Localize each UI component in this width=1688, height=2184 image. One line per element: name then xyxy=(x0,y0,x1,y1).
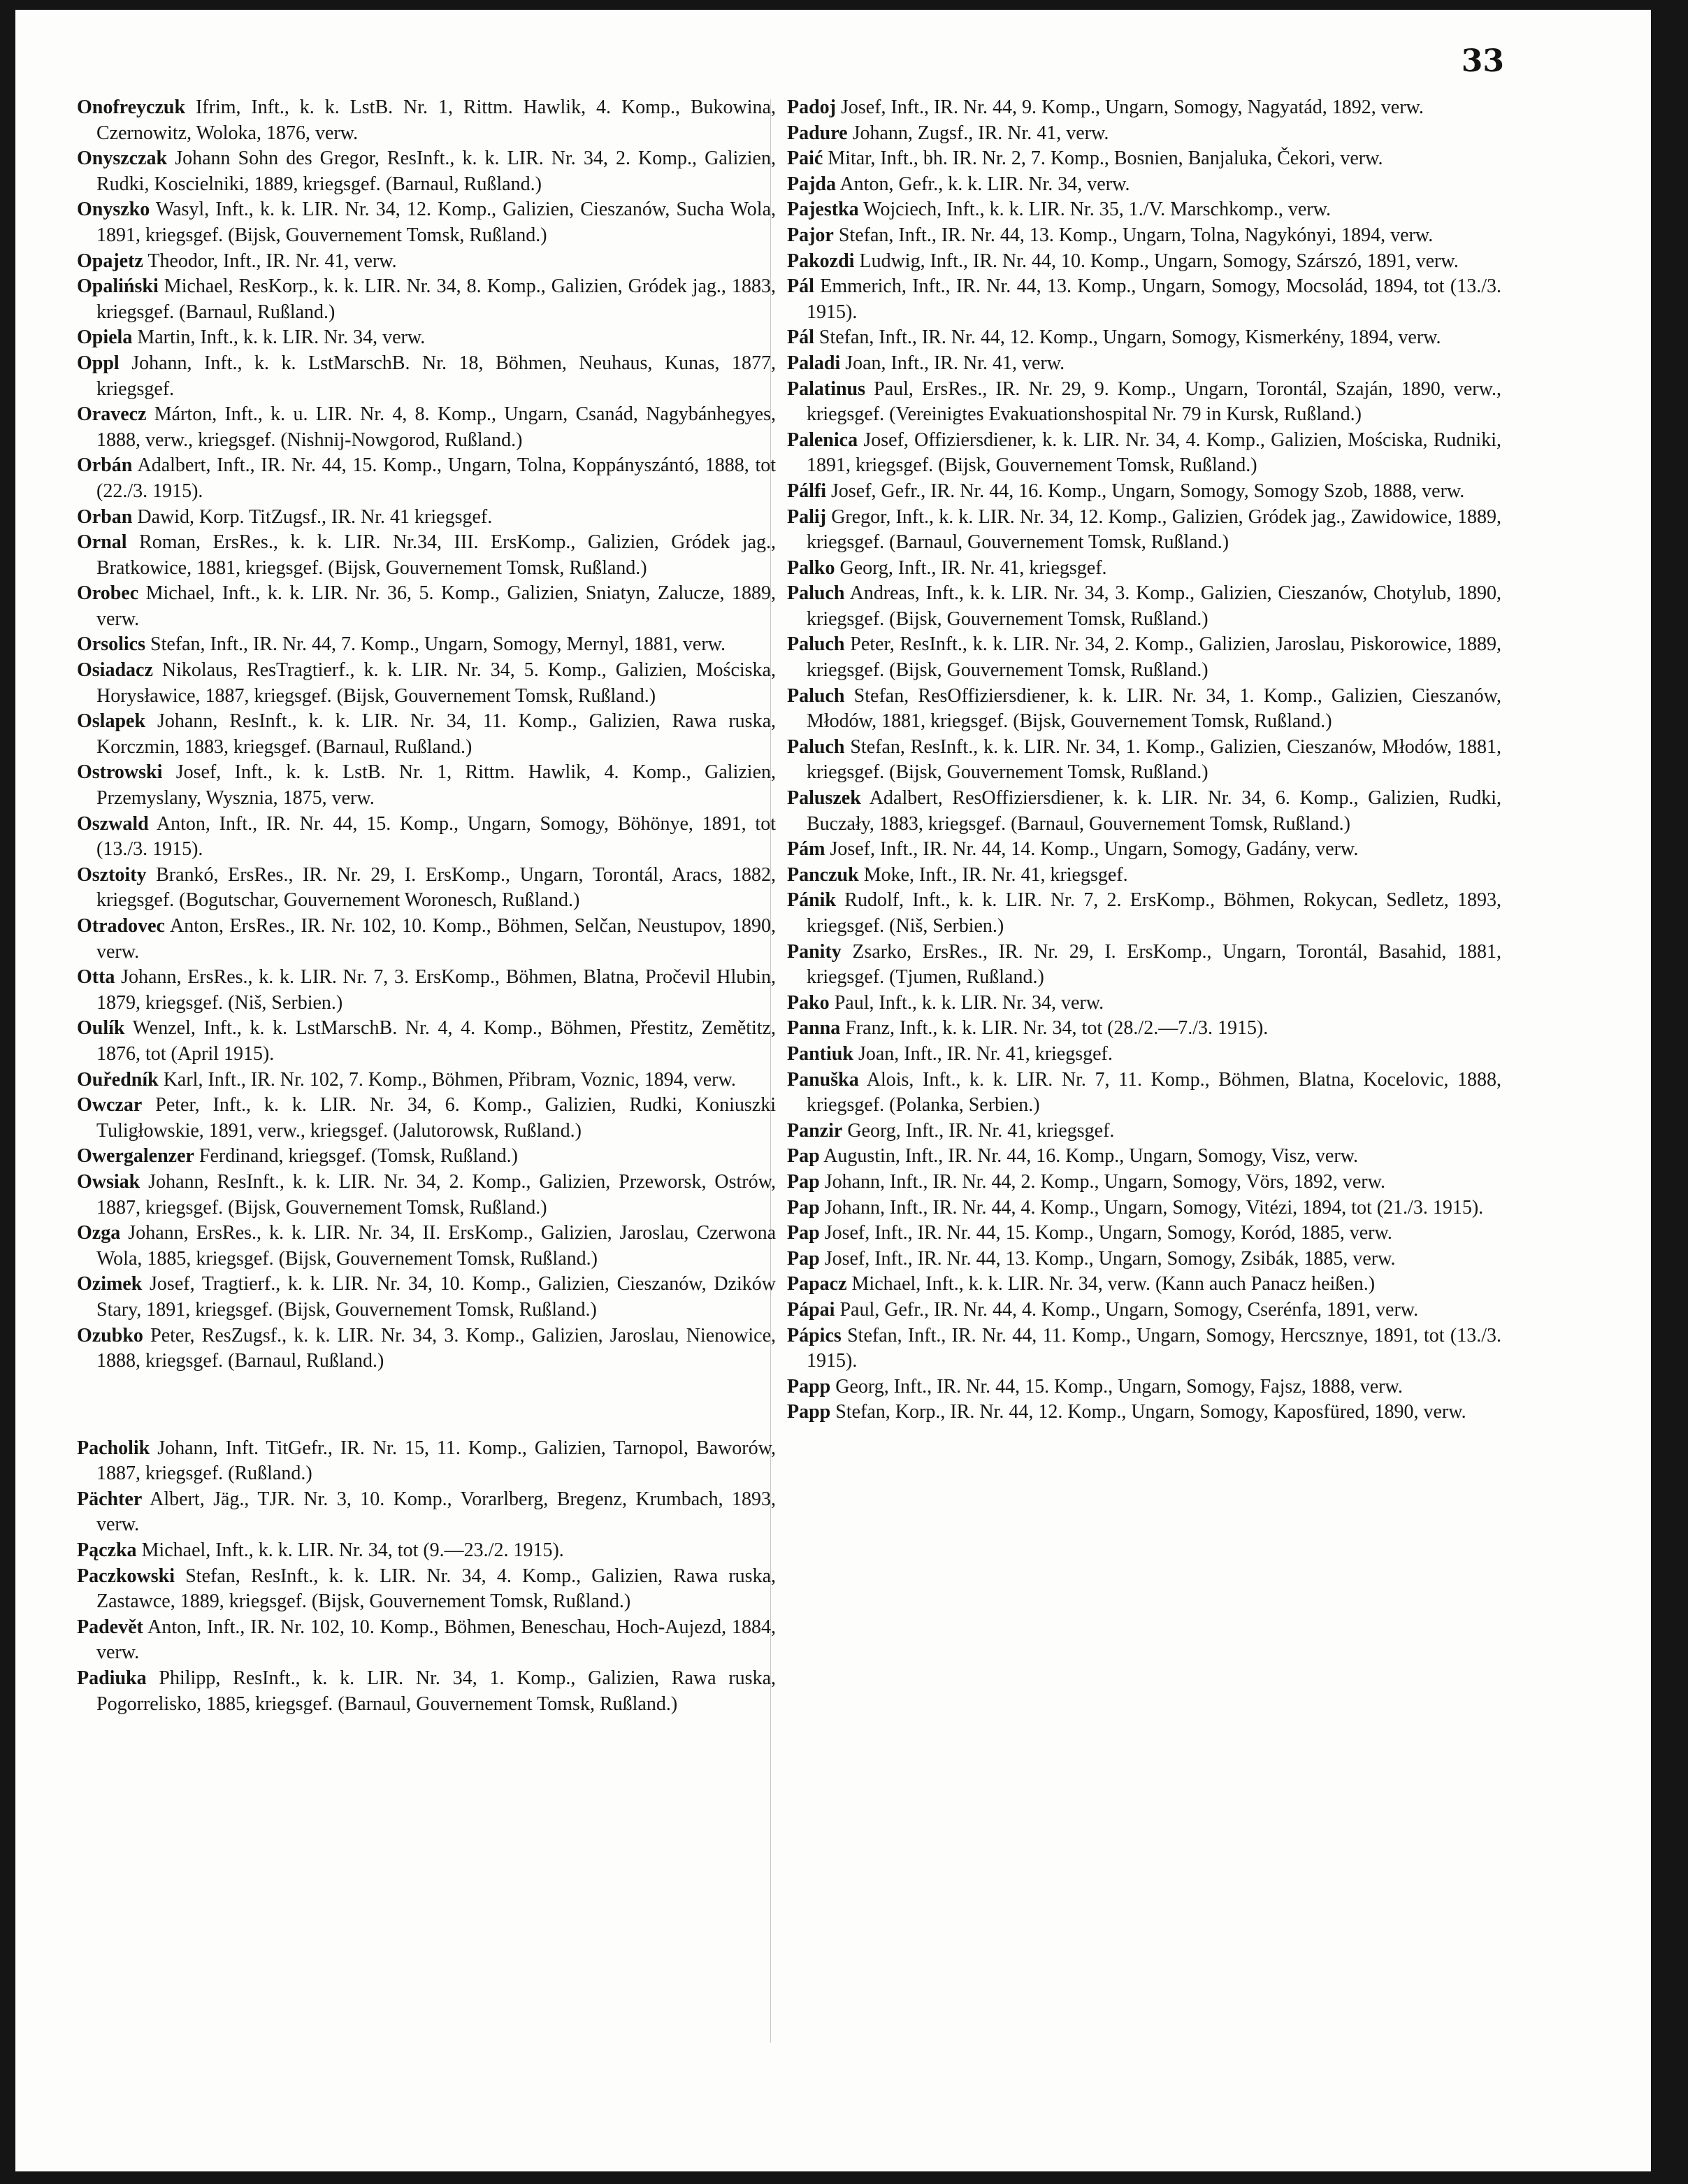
register-entry xyxy=(77,760,776,811)
register-entry xyxy=(77,965,776,1016)
entry-surname: Ozga xyxy=(77,1222,121,1244)
entry-surname: Paić xyxy=(787,148,823,170)
entry-surname: Pako xyxy=(787,991,830,1014)
register-entry xyxy=(787,172,1501,198)
entry-surname: Pál xyxy=(787,275,814,298)
entry-surname: Paluch xyxy=(787,633,845,656)
entry-surname: Pálfi xyxy=(787,480,826,502)
entry-surname: Pajestka xyxy=(787,199,859,221)
entry-surname: Owsiak xyxy=(77,1170,140,1193)
entry-details: Nikolaus, ResTragtierf., k. k. LIR. Nr. 34, 5. Komp., Galizien, Mościska, Horysławice, 1887, kriegsgef. (Bijsk, Gouvernement Tomsk, Rußland.) xyxy=(96,659,776,707)
register-entry xyxy=(787,1272,1501,1298)
entry-details: Michael, Inft., k. k. LIR. Nr. 34, verw. (Kann auch Panacz heißen.) xyxy=(846,1273,1376,1295)
entry-details: Martin, Inft., k. k. LIR. Nr. 34, verw. xyxy=(132,326,426,349)
entry-details: Michael, Inft., k. k. LIR. Nr. 36, 5. Komp., Galizien, Sniatyn, Zalucze, 1889, verw. xyxy=(96,582,776,630)
register-entry xyxy=(77,709,776,760)
register-entry xyxy=(787,837,1501,863)
page-number: 33 xyxy=(1461,43,1504,79)
entry-surname: Pajda xyxy=(787,173,836,195)
entry-details: Wenzel, Inft., k. k. LstMarschB. Nr. 4, 4. Komp., Böhmen, Přestitz, Zemětitz, 1876, tot (April 1915). xyxy=(96,1017,776,1065)
entry-details: Johann, ResInft., k. k. LIR. Nr. 34, 11. Komp., Galizien, Rawa ruska, Korczmin, 1883, kriegsgef. (Barnaul, Rußland.) xyxy=(96,710,776,758)
entry-surname: Orobec xyxy=(77,582,139,605)
entry-details: Adalbert, ResOffiziersdiener, k. k. LIR. Nr. 34, 6. Komp., Galizien, Rudki, Buczały, 1883, kriegsgef. (Barnaul, Gouvernement Tomsk, Rußland.) xyxy=(807,787,1501,835)
register-entry xyxy=(787,505,1501,556)
entry-surname: Owczar xyxy=(77,1094,143,1116)
entry-surname: Padoj xyxy=(787,96,836,118)
entry-surname: Panczuk xyxy=(787,863,859,886)
register-entry xyxy=(77,1170,776,1221)
register-entry xyxy=(787,556,1501,582)
register-entry xyxy=(787,1323,1501,1374)
entry-details: Stefan, Inft., IR. Nr. 44, 13. Komp., Ungarn, Tolna, Nagykónyi, 1894, verw. xyxy=(833,224,1434,246)
entry-surname: Pánik xyxy=(787,889,837,912)
entry-details: Stefan, ResInft., k. k. LIR. Nr. 34, 1. Komp., Galizien, Cieszanów, Młodów, 1881, kriegsgef. (Bijsk, Gouvernement Tomsk, Rußland.) xyxy=(807,735,1501,784)
register-entry xyxy=(787,684,1501,735)
entry-details: Johann, Inft. TitGefr., IR. Nr. 15, 11. Komp., Galizien, Tarnopol, Baworów, 1887, kriegsgef. (Rußland.) xyxy=(96,1437,776,1485)
entry-details: Josef, Inft., IR. Nr. 44, 14. Komp., Ungarn, Somogy, Gadány, verw. xyxy=(825,838,1359,861)
entry-surname: Orsolics xyxy=(77,633,145,656)
entry-details: Franz, Inft., k. k. LIR. Nr. 34, tot (28./2.—7./3. 1915). xyxy=(840,1017,1269,1040)
entry-details: Anton, Inft., IR. Nr. 102, 10. Komp., Böhmen, Beneschau, Hoch-Aujezd, 1884, verw. xyxy=(96,1616,776,1664)
entry-surname: Pápics xyxy=(787,1324,842,1346)
register-entry xyxy=(787,1016,1501,1042)
register-entry xyxy=(77,1615,776,1666)
register-entry xyxy=(787,223,1501,249)
entry-surname: Paluch xyxy=(787,582,845,605)
register-entry xyxy=(77,351,776,402)
entry-surname: Pap xyxy=(787,1196,820,1219)
register-entry xyxy=(787,274,1501,325)
entry-surname: Oslapek xyxy=(77,710,146,733)
entry-surname: Ouředník xyxy=(77,1068,159,1091)
entry-details: Ludwig, Inft., IR. Nr. 44, 10. Komp., Ungarn, Somogy, Szárszó, 1891, verw. xyxy=(854,250,1459,272)
entry-details: Andreas, Inft., k. k. LIR. Nr. 34, 3. Komp., Galizien, Cieszanów, Chotylub, 1890, kriegsgef. (Bijsk, Gouvernement Tomsk, Rußland.) xyxy=(807,582,1501,630)
register-entry xyxy=(77,1323,776,1374)
register-entry xyxy=(787,351,1501,377)
entry-details: Josef, Inft., IR. Nr. 44, 15. Komp., Ungarn, Somogy, Koród, 1885, verw. xyxy=(819,1222,1392,1244)
entry-surname: Pám xyxy=(787,838,825,861)
register-entry xyxy=(787,735,1501,786)
entry-surname: Pap xyxy=(787,1247,820,1270)
entry-details: Roman, ErsRes., k. k. LIR. Nr.34, III. ErsKomp., Galizien, Gródek jag., Bratkowice, 1881, kriegsgef. (Bijsk, Gouvernement Tomsk, Rußland.) xyxy=(96,531,776,579)
scanned-page xyxy=(15,10,1651,2171)
register-entry xyxy=(787,1400,1501,1425)
register-entry xyxy=(787,1068,1501,1119)
entry-details: Josef, Tragtierf., k. k. LIR. Nr. 34, 10. Komp., Galizien, Cieszanów, Dzików Stary, 1891, kriegsgef. (Bijsk, Gouvernement Tomsk, Rußland.) xyxy=(96,1273,776,1321)
entry-surname: Paluch xyxy=(787,735,845,758)
entry-surname: Orbán xyxy=(77,454,133,477)
entry-surname: Owergalenzer xyxy=(77,1145,194,1168)
register-entry xyxy=(787,940,1501,991)
register-entry xyxy=(77,274,776,325)
entry-details: Peter, ResZugsf., k. k. LIR. Nr. 34, 3. Komp., Galizien, Jaroslau, Nienowice, 1888, kriegsgef. (Barnaul, Rußland.) xyxy=(96,1324,776,1372)
entry-surname: Pacholik xyxy=(77,1437,150,1459)
entry-details: Anton, ErsRes., IR. Nr. 102, 10. Komp., Böhmen, Selčan, Neustupov, 1890, verw. xyxy=(96,915,776,963)
register-entry xyxy=(77,402,776,453)
register-entry xyxy=(787,1374,1501,1400)
register-entry xyxy=(77,530,776,581)
section-gap xyxy=(77,1374,776,1436)
entry-details: Stefan, Inft., IR. Nr. 44, 7. Komp., Ungarn, Somogy, Mernyl, 1881, verw. xyxy=(145,633,726,656)
entry-details: Augustin, Inft., IR. Nr. 44, 16. Komp., Ungarn, Somogy, Visz, verw. xyxy=(819,1145,1359,1168)
entry-surname: Oppl xyxy=(77,352,120,374)
entry-surname: Ornal xyxy=(77,531,127,554)
register-entry xyxy=(77,658,776,709)
entry-surname: Onyszko xyxy=(77,199,150,221)
entry-surname: Pap xyxy=(787,1145,820,1168)
register-entry xyxy=(77,1666,776,1717)
register-entry xyxy=(787,121,1501,147)
entry-details: Márton, Inft., k. u. LIR. Nr. 4, 8. Komp., Ungarn, Csanád, Nagybánhegyes, 1888, verw., kriegsgef. (Nishnij-Nowgorod, Rußland.) xyxy=(96,403,776,451)
entry-details: Georg, Inft., IR. Nr. 41, kriegsgef. xyxy=(842,1119,1115,1142)
entry-surname: Papacz xyxy=(787,1273,847,1295)
entry-surname: Pap xyxy=(787,1170,820,1193)
register-entry xyxy=(77,197,776,248)
entry-details: Joan, Inft., IR. Nr. 41, kriegsgef. xyxy=(853,1042,1113,1065)
register-entry xyxy=(787,1221,1501,1247)
entry-details: Theodor, Inft., IR. Nr. 41, verw. xyxy=(143,250,397,272)
entry-details: Paul, Gefr., IR. Nr. 44, 4. Komp., Ungarn, Somogy, Cserénfa, 1891, verw. xyxy=(835,1298,1419,1321)
entry-details: Rudolf, Inft., k. k. LIR. Nr. 7, 2. ErsKomp., Böhmen, Rokycan, Sedletz, 1893, kriegsgef. (Niš, Serbien.) xyxy=(807,889,1501,937)
entry-details: Johann, Zugsf., IR. Nr. 41, verw. xyxy=(847,122,1109,144)
register-entry xyxy=(77,1221,776,1272)
entry-details: Zsarko, ErsRes., IR. Nr. 29, I. ErsKomp., Ungarn, Torontál, Basahid, 1881, kriegsgef. (Tjumen, Rußland.) xyxy=(807,940,1501,989)
entry-details: Michael, ResKorp., k. k. LIR. Nr. 34, 8. Komp., Galizien, Gródek jag., 1883, kriegsgef. (Barnaul, Rußland.) xyxy=(96,275,776,323)
entry-details: Stefan, Inft., IR. Nr. 44, 12. Komp., Ungarn, Somogy, Kismerkény, 1894, verw. xyxy=(814,326,1441,349)
entry-details: Wasyl, Inft., k. k. LIR. Nr. 34, 12. Komp., Galizien, Cieszanów, Sucha Wola, 1891, kriegsgef. (Bijsk, Gouvernement Tomsk, Rußland.) xyxy=(96,199,776,246)
entry-surname: Pap xyxy=(787,1222,820,1244)
entry-details: Paul, ErsRes., IR. Nr. 29, 9. Komp., Ungarn, Torontál, Szaján, 1890, verw., kriegsgef. (Vereinigtes Evakuationshospital Nr. 79 in Kursk, Rußland.) xyxy=(807,378,1501,426)
left-column xyxy=(77,95,776,1717)
entry-details: Joan, Inft., IR. Nr. 41, verw. xyxy=(840,352,1065,374)
entry-surname: Papp xyxy=(787,1401,831,1423)
entry-details: Wojciech, Inft., k. k. LIR. Nr. 35, 1./V. Marschkomp., verw. xyxy=(858,199,1332,221)
register-entry xyxy=(77,1436,776,1487)
entry-surname: Otta xyxy=(77,966,115,989)
register-entry xyxy=(77,325,776,351)
entry-details: Johann, Inft., IR. Nr. 44, 2. Komp., Ungarn, Somogy, Vörs, 1892, verw. xyxy=(819,1170,1386,1193)
register-entry xyxy=(787,1144,1501,1170)
register-entry xyxy=(77,632,776,658)
register-entry xyxy=(77,1564,776,1615)
entry-details: Johann, ErsRes., k. k. LIR. Nr. 7, 3. ErsKomp., Böhmen, Blatna, Pročevil Hlubin, 1879, kriegsgef. (Niš, Serbien.) xyxy=(96,966,776,1014)
entry-surname: Palatinus xyxy=(787,378,866,400)
register-entry xyxy=(787,95,1501,121)
entry-details: Peter, ResInft., k. k. LIR. Nr. 34, 2. Komp., Galizien, Jaroslau, Piskorowice, 1889, kriegsgef. (Bijsk, Gouvernement Tomsk, Rußland.) xyxy=(807,633,1501,682)
entry-surname: Ostrowski xyxy=(77,761,163,784)
entry-details: Philipp, ResInft., k. k. LIR. Nr. 34, 1. Komp., Galizien, Rawa ruska, Pogorrelisko, 1885, kriegsgef. (Barnaul, Gouvernement Tomsk, Rußland.) xyxy=(96,1667,776,1715)
entry-surname: Ozimek xyxy=(77,1273,143,1295)
entry-details: Josef, Offiziersdiener, k. k. LIR. Nr. 34, 4. Komp., Galizien, Mościska, Rudniki, 1891, kriegsgef. (Bijsk, Gouvernement Tomsk, Rußland.) xyxy=(807,429,1501,477)
register-entry xyxy=(77,249,776,275)
entry-surname: Osztoity xyxy=(77,863,147,886)
register-entry xyxy=(77,1487,776,1538)
entry-surname: Panzir xyxy=(787,1119,843,1142)
register-entry xyxy=(787,581,1501,632)
entry-surname: Pál xyxy=(787,326,814,349)
entry-surname: Orban xyxy=(77,505,133,528)
entry-details: Georg, Inft., IR. Nr. 41, kriegsgef. xyxy=(835,556,1107,579)
entry-surname: Padevět xyxy=(77,1616,143,1638)
entry-surname: Oravecz xyxy=(77,403,147,426)
entry-details: Stefan, Inft., IR. Nr. 44, 11. Komp., Ungarn, Somogy, Hercsznye, 1891, tot (13./3. 1915). xyxy=(807,1324,1501,1372)
register-entry xyxy=(787,1247,1501,1272)
entry-surname: Paluch xyxy=(787,684,845,707)
entry-details: Albert, Jäg., TJR. Nr. 3, 10. Komp., Vorarlberg, Bregenz, Krumbach, 1893, verw. xyxy=(96,1488,776,1536)
entry-details: Ferdinand, kriegsgef. (Tomsk, Rußland.) xyxy=(194,1145,518,1168)
register-entry xyxy=(787,197,1501,223)
entry-surname: Pächter xyxy=(77,1488,143,1510)
right-column xyxy=(787,95,1501,1425)
entry-surname: Paczkowski xyxy=(77,1565,175,1587)
entry-surname: Panuška xyxy=(787,1068,859,1091)
register-entry xyxy=(787,632,1501,683)
entry-details: Georg, Inft., IR. Nr. 44, 15. Komp., Ungarn, Somogy, Fajsz, 1888, verw. xyxy=(830,1375,1403,1398)
entry-surname: Osiadacz xyxy=(77,659,153,682)
entry-details: Adalbert, Inft., IR. Nr. 44, 15. Komp., Ungarn, Tolna, Koppányszántó, 1888, tot (22./3. 1915). xyxy=(96,454,776,502)
register-entry xyxy=(787,786,1501,837)
entry-details: Ifrim, Inft., k. k. LstB. Nr. 1, Rittm. Hawlik, 4. Komp., Bukowina, Czernowitz, Woloka, 1876, verw. xyxy=(96,96,776,144)
register-entry xyxy=(787,249,1501,275)
register-entry xyxy=(77,812,776,863)
entry-details: Anton, Inft., IR. Nr. 44, 15. Komp., Ungarn, Somogy, Böhönye, 1891, tot (13./3. 1915). xyxy=(96,812,776,861)
entry-details: Josef, Inft., IR. Nr. 44, 13. Komp., Ungarn, Somogy, Zsibák, 1885, verw. xyxy=(819,1247,1396,1270)
entry-details: Johann, Inft., IR. Nr. 44, 4. Komp., Ungarn, Somogy, Vitézi, 1894, tot (21./3. 1915). xyxy=(819,1196,1484,1219)
entry-surname: Paluszek xyxy=(787,787,861,810)
entry-details: Emmerich, Inft., IR. Nr. 44, 13. Komp., Ungarn, Somogy, Mocsolád, 1894, tot (13./3. 1915). xyxy=(807,275,1501,323)
entry-surname: Onyszczak xyxy=(77,148,168,170)
register-entry xyxy=(77,505,776,531)
entry-surname: Pantiuk xyxy=(787,1042,853,1065)
entry-surname: Palko xyxy=(787,556,835,579)
entry-surname: Palenica xyxy=(787,429,858,451)
entry-surname: Onofreyczuk xyxy=(77,96,186,118)
entry-surname: Pakozdi xyxy=(787,250,855,272)
register-entry xyxy=(787,1298,1501,1323)
register-entry xyxy=(787,146,1501,172)
entry-surname: Opajetz xyxy=(77,250,143,272)
register-entry xyxy=(787,863,1501,889)
register-entry xyxy=(77,1068,776,1093)
entry-details: Josef, Gefr., IR. Nr. 44, 16. Komp., Ungarn, Somogy, Somogy Szob, 1888, verw. xyxy=(826,480,1465,502)
register-entry xyxy=(787,991,1501,1016)
register-entry xyxy=(787,377,1501,428)
entry-details: Stefan, ResInft., k. k. LIR. Nr. 34, 4. Komp., Galizien, Rawa ruska, Zastawce, 1889, kriegsgef. (Bijsk, Gouvernement Tomsk, Rußland.) xyxy=(96,1565,776,1613)
register-entry xyxy=(77,146,776,197)
entry-surname: Opaliński xyxy=(77,275,159,298)
register-entry xyxy=(77,1538,776,1564)
entry-surname: Papp xyxy=(787,1375,831,1398)
entry-surname: Ozubko xyxy=(77,1324,143,1346)
entry-details: Peter, Inft., k. k. LIR. Nr. 34, 6. Komp., Galizien, Rudki, Koniuszki Tuligłowskie, 1891, verw., kriegsgef. (Jalutorowsk, Rußland.) xyxy=(96,1094,776,1142)
entry-surname: Oulík xyxy=(77,1017,125,1040)
entry-surname: Panity xyxy=(787,940,842,963)
register-entry xyxy=(77,1093,776,1144)
register-entry xyxy=(787,479,1501,505)
register-entry xyxy=(787,1119,1501,1144)
entry-surname: Opiela xyxy=(77,326,133,349)
entry-details: Dawid, Korp. TitZugsf., IR. Nr. 41 kriegsgef. xyxy=(132,505,493,528)
entry-surname: Padiuka xyxy=(77,1667,147,1690)
entry-details: Stefan, Korp., IR. Nr. 44, 12. Komp., Ungarn, Somogy, Kaposfüred, 1890, verw. xyxy=(830,1401,1466,1423)
entry-details: Josef, Inft., IR. Nr. 44, 9. Komp., Ungarn, Somogy, Nagyatád, 1892, verw. xyxy=(836,96,1424,118)
entry-surname: Padure xyxy=(787,122,848,144)
entry-surname: Pajor xyxy=(787,224,834,246)
register-entry xyxy=(77,1144,776,1170)
register-entry xyxy=(77,863,776,914)
entry-details: Johann, Inft., k. k. LstMarschB. Nr. 18, Böhmen, Neuhaus, Kunas, 1877, kriegsgef. xyxy=(96,352,776,400)
entry-details: Mitar, Inft., bh. IR. Nr. 2, 7. Komp., Bosnien, Banjaluka, Čekori, verw. xyxy=(823,148,1383,170)
entry-surname: Paladi xyxy=(787,352,841,374)
entry-details: Johann, ResInft., k. k. LIR. Nr. 34, 2. Komp., Galizien, Przeworsk, Ostrów, 1887, kriegsgef. (Bijsk, Gouvernement Tomsk, Rußland.) xyxy=(96,1170,776,1219)
register-entry xyxy=(787,1195,1501,1221)
register-entry xyxy=(787,325,1501,351)
entry-surname: Pápai xyxy=(787,1298,835,1321)
register-entry xyxy=(77,453,776,504)
entry-details: Alois, Inft., k. k. LIR. Nr. 7, 11. Komp., Böhmen, Blatna, Kocelovic, 1888, kriegsgef. (Polanka, Serbien.) xyxy=(807,1068,1501,1116)
entry-surname: Oszwald xyxy=(77,812,149,835)
entry-details: Johann, ErsRes., k. k. LIR. Nr. 34, II. ErsKomp., Galizien, Jaroslau, Czerwona Wola, 1885, kriegsgef. (Bijsk, Gouvernement Tomsk, Rußland.) xyxy=(96,1222,776,1270)
entry-details: Michael, Inft., k. k. LIR. Nr. 34, tot (9.—23./2. 1915). xyxy=(136,1539,564,1562)
entry-details: Anton, Gefr., k. k. LIR. Nr. 34, verw. xyxy=(836,173,1130,195)
register-entry xyxy=(787,428,1501,479)
entry-details: Brankó, ErsRes., IR. Nr. 29, I. ErsKomp., Ungarn, Torontál, Aracs, 1882, kriegsgef. (Bogutschar, Gouvernement Woronesch, Rußland.) xyxy=(96,863,776,912)
register-entry xyxy=(77,581,776,632)
entry-details: Johann Sohn des Gregor, ResInft., k. k. LIR. Nr. 34, 2. Komp., Galizien, Rudki, Koscielniki, 1889, kriegsgef. (Barnaul, Rußland.) xyxy=(96,148,776,195)
entry-surname: Palij xyxy=(787,505,826,528)
register-entry xyxy=(77,1016,776,1067)
entry-surname: Panna xyxy=(787,1017,841,1040)
entry-details: Moke, Inft., IR. Nr. 41, kriegsgef. xyxy=(858,863,1128,886)
register-entry xyxy=(77,914,776,965)
register-entry xyxy=(787,1170,1501,1195)
entry-details: Karl, Inft., IR. Nr. 102, 7. Komp., Böhmen, Přibram, Voznic, 1894, verw. xyxy=(158,1068,736,1091)
entry-surname: Pączka xyxy=(77,1539,137,1562)
entry-surname: Otradovec xyxy=(77,915,165,937)
entry-details: Josef, Inft., k. k. LstB. Nr. 1, Rittm. Hawlik, 4. Komp., Galizien, Przemyslany, Wysznia, 1875, verw. xyxy=(96,761,776,810)
register-entry xyxy=(787,1042,1501,1068)
register-entry xyxy=(77,95,776,146)
entry-details: Paul, Inft., k. k. LIR. Nr. 34, verw. xyxy=(829,991,1104,1014)
entry-details: Stefan, ResOffiziersdiener, k. k. LIR. Nr. 34, 1. Komp., Galizien, Cieszanów, Młodów, 1881, kriegsgef. (Bijsk, Gouvernement Tomsk, Rußland.) xyxy=(807,684,1501,733)
entry-details: Gregor, Inft., k. k. LIR. Nr. 34, 12. Komp., Galizien, Gródek jag., Zawidowice, 1889, kriegsgef. (Barnaul, Gouvernement Tomsk, Rußland.) xyxy=(807,505,1501,554)
register-entry xyxy=(77,1272,776,1323)
register-entry xyxy=(787,888,1501,939)
